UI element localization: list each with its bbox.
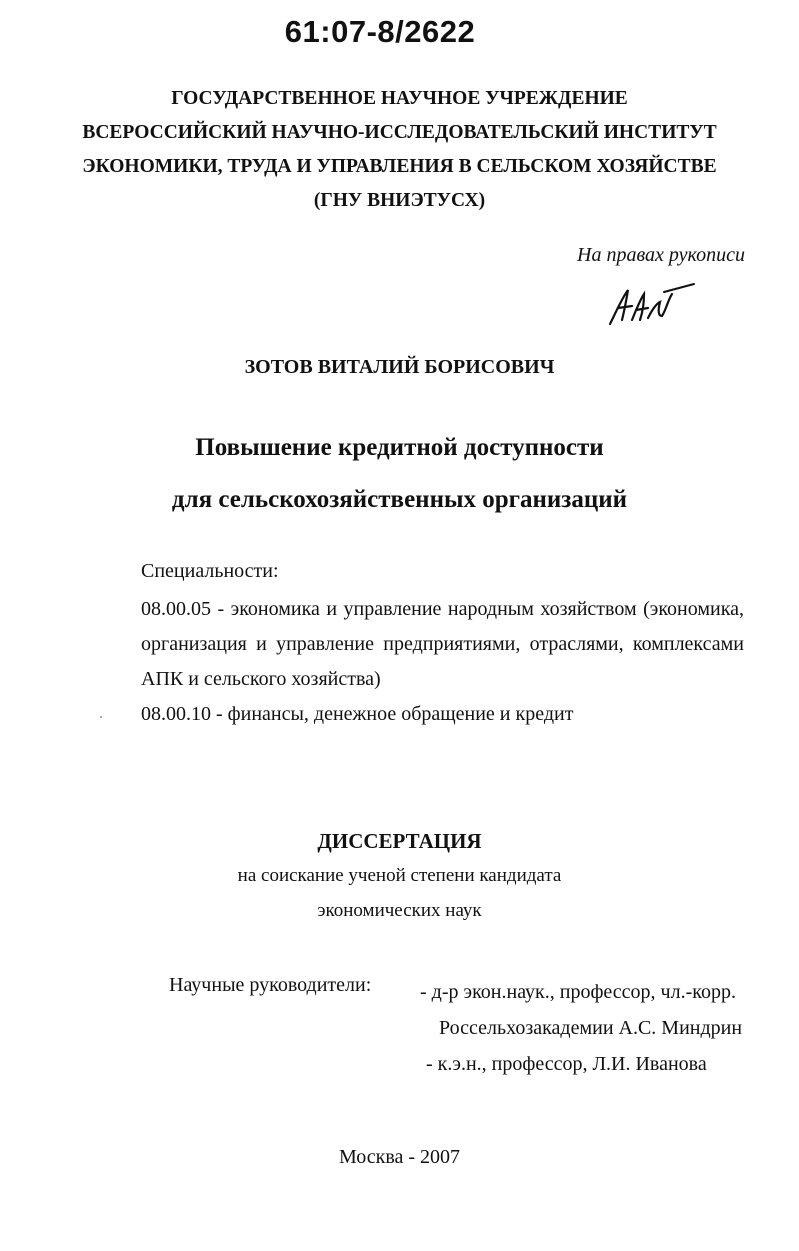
dissertation-heading: ДИССЕРТАЦИЯ: [317, 829, 482, 853]
organization-line: ВСЕРОССИЙСКИЙ НАУЧНО-ИССЛЕДОВАТЕЛЬСКИЙ ИНСТИТУТ: [82, 122, 717, 143]
catalog-number: 61:07-8/2622: [284, 14, 476, 49]
title-line: для сельскохозяйственных организаций: [171, 486, 628, 513]
title-line: Повышение кредитной доступности: [195, 434, 604, 461]
supervisors-list: [420, 974, 742, 1082]
handwritten-signature: [606, 280, 698, 328]
degree-line: на соискание ученой степени кандидата: [237, 865, 562, 886]
manuscript-rights-note: На правах рукописи: [577, 244, 745, 266]
supervisor-line: - д-р экон.наук., профессор, чл.-корр.: [420, 981, 736, 1003]
specialty-item: 08.00.05 - экономика и управление народным хозяйством (экономика, организация и управление предприятиями, отраслями, комплексами АПК и сельского хозяйства): [141, 598, 744, 690]
degree-line: экономических наук: [317, 900, 482, 921]
author-name: ЗОТОВ ВИТАЛИЙ БОРИСОВИЧ: [244, 356, 555, 378]
scan-speck: [100, 716, 102, 718]
supervisor-line: Россельхозакадемии А.С. Миндрин: [439, 1017, 743, 1039]
dissertation-block: [0, 824, 799, 928]
organization-block: [0, 82, 799, 218]
organization-line: ЭКОНОМИКИ, ТРУДА И УПРАВЛЕНИЯ В СЕЛЬСКОМ ХОЗЯЙСТВЕ: [82, 156, 717, 177]
supervisor-line: - к.э.н., профессор, Л.И. Иванова: [426, 1053, 707, 1075]
organization-line: ГОСУДАРСТВЕННОЕ НАУЧНОЕ УЧРЕЖДЕНИЕ: [171, 88, 628, 109]
supervisors-label: Научные руководители:: [169, 974, 372, 996]
specialties-list: [141, 592, 744, 732]
city-year: Москва - 2007: [338, 1146, 461, 1168]
specialty-item: 08.00.10 - финансы, денежное обращение и кредит: [141, 703, 574, 725]
organization-abbreviation: (ГНУ ВНИЭТУСХ): [313, 190, 486, 211]
dissertation-title: [0, 422, 799, 526]
specialties-heading: Специальности:: [141, 560, 279, 582]
